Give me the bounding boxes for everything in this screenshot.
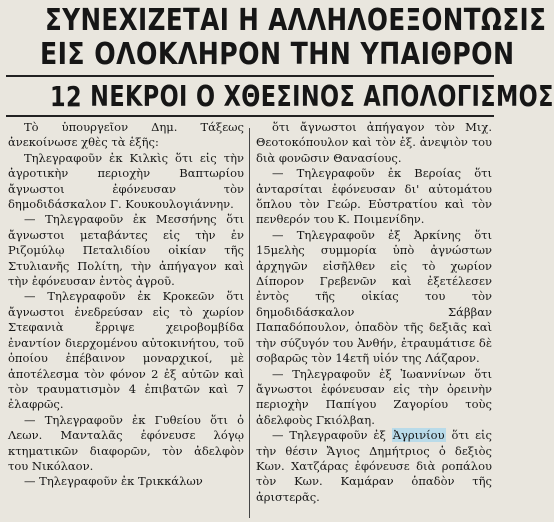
paragraph: — Τηλεγραφοῦν ἐκ Βεροίας ὅτι ἀνταρσίται ἐφόνευσαν δι' αὐτομάτου ὅπλου τὸν Γεώρ. Εὐστρατίου καὶ τὸν πενθερόν του Κ. Ποιμενίδην. <box>256 166 492 227</box>
headline-divider <box>6 75 494 77</box>
paragraph: Τηλεγραφοῦν ἐκ Κιλκὶς ὅτι εἰς τὴν ἀγροτικὴν περιοχὴν Βαπτωρίου ἄγνωστοι ἐφόνευσαν τὸν δημοδιδάσκαλον Γ. Κουκουλογιάννην. <box>8 150 244 212</box>
subheadline-divider <box>6 115 494 117</box>
paragraph: — Τηλεγραφοῦν ἐκ Κροκεῶν ὅτι ἄγνωστοι ἐνεδρεύσαν εἰς τὸ χωρίον Στεφανιὰ ἔρριψε χειροβομβίδα ἐναντίον διερχομένου αὐτοκινήτου, τοῦ ὁποίου ἐπέβαινον μοναρχικοί, μὲ ἀποτέλεσμα τὸν φόνον 2 ἐξ αὐτῶν καὶ τὸν τραυματισμὸν 4 ἐπιβατῶν καὶ 7 ἐλαφρῶς. <box>8 289 244 412</box>
paragraph: — Τηλεγραφοῦν ἐξ Ἀρκίνης ὅτι 15μελὴς συμμορία ὑπὸ ἀγνώστων ἀρχηγῶν εἰσῆλθεν εἰς τὸ χωρίον Δίπορον Γρεβενῶν καὶ ἐξετέλεσεν ἐντὸς τῆς οἰκίας του τὸν δημοδιδάσκαλον Σάββαν Παπαδόπουλον, ὁπαδὸν τῆς δεξιᾶς καὶ τὴν σύζυγόν του Ἀνθήν, ἐτραυμάτισε δὲ σοβαρῶς τὸν 14ετῆ υἱόν της Λάζαρον. <box>256 227 492 366</box>
left-column <box>8 120 244 520</box>
headline-line-1: ΣΥΝΕΧΙΖΕΤΑΙ Η ΑΛΛΗΛΟΕΞΟΝΤΩΣΙΣ <box>45 3 547 38</box>
paragraph: Τὸ ὑπουργεῖον Δημ. Τάξεως ἀνεκοίνωσε χθὲς τὰ ἑξῆς: <box>8 120 244 150</box>
paragraph: — Τηλεγραφοῦν ἐκ Γυθείου ὅτι ὁ Λεων. Μανταλᾶς ἐφόνευσε λόγῳ κτηματικῶν διαφορῶν, τὸν ἀδελφὸν του Νικόλαον. <box>8 412 244 473</box>
paragraph: — Τηλεγραφοῦν ἐξ Ἰωαννίνων ὅτι ἄγνωστοι ἐφόνευσαν εἰς τὴν ὀρεινὴν περιοχὴν Παπίγου Ζαγορίου τοὺς ἀδελφοὺς Γκιόλβαη. <box>256 366 492 427</box>
paragraph: ὅτι ἄγνωστοι ἀπήγαγον τὸν Μιχ. Θεοτοκόπουλον καὶ τὸν ἐξ. ἀνεψιὸν του διὰ φονῶσιν Θανασίους. <box>256 120 492 165</box>
paragraph: — Τηλεγραφοῦν ἐκ Τρικκάλων <box>24 474 203 489</box>
highlighted-place-name: Ἀγρινίου <box>392 428 445 443</box>
article-columns <box>8 120 494 520</box>
paragraph <box>256 428 492 505</box>
paragraph-lead: — Τηλεγραφοῦν ἐξ <box>272 428 392 443</box>
right-column <box>256 120 492 520</box>
column-divider <box>249 128 250 518</box>
paragraph-rest: ὅτι εἰς τὴν θέσιν Ἄγιος Δημήτριος ὁ δεξιὸς Κων. Χατζάρας ἐφόνευσε διὰ ροπάλου τὸν Κων. Καμάραν ὁπαδὸν τῆς ἀριστερᾶς. <box>256 428 492 504</box>
paragraph: — Τηλεγραφοῦν ἐκ Μεσσήνης ὅτι ἄγνωστοι μεταβάντες εἰς τὴν ἐν Ριζομύλῳ Πεταλιδίου οἰκίαν τῆς Στυλιανῆς Πολίτη, τὴν ἀπήγαγον καὶ τὴν ἐφόνευσαν ἐντὸς ἀγροῦ. <box>8 212 244 289</box>
subheadline: 12 ΝΕΚΡΟΙ Ο ΧΘΕΣΙΝΟΣ ΑΠΟΛΟΓΙΣΜΟΣ <box>50 80 554 113</box>
headline-line-2: ΕΙΣ ΟΛΟΚΛΗΡΟΝ ΤΗΝ ΥΠΑΙΘΡΟΝ <box>40 37 515 72</box>
